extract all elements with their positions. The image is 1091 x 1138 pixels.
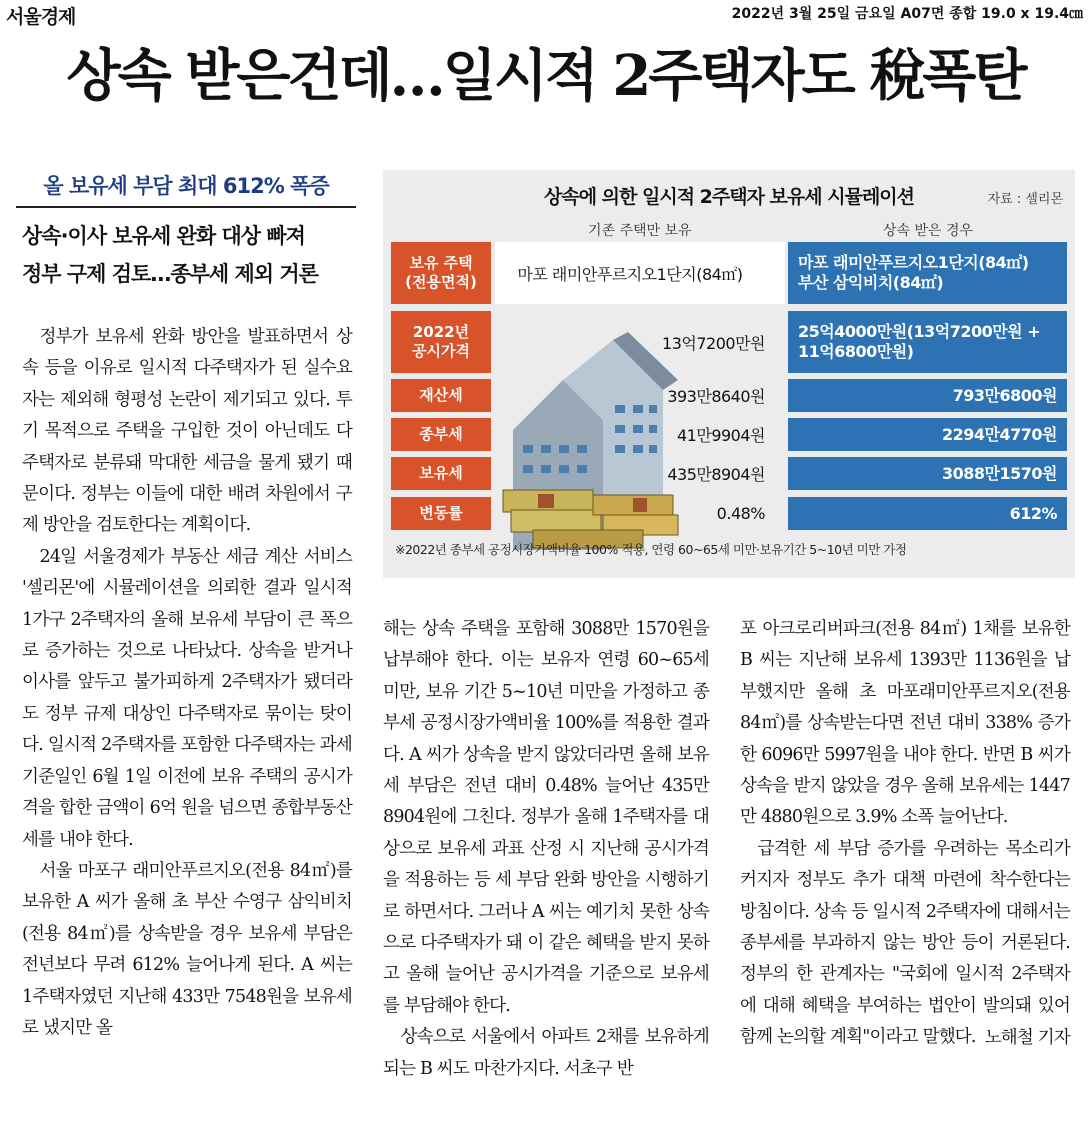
existing-holdings: 마포 래미안푸르지오1단지(84㎡) — [495, 242, 775, 304]
row-label-property-tax: 재산세 — [391, 379, 491, 412]
column-header-inherited: 상속 받은 경우 — [883, 223, 974, 239]
inherited-holding-tax: 3088만1570원 — [788, 457, 1067, 490]
headline: 상속 받은건데…일시적 2주택자도 稅폭탄 — [66, 43, 1025, 109]
paragraph: 상속으로 서울에서 아파트 2채를 보유하게 되는 B 씨도 마찬가지다. 서초구 반 — [383, 1027, 709, 1079]
infographic-title: 상속에 의한 일시적 2주택자 보유세 시뮬레이션 — [543, 186, 915, 208]
existing-property-tax: 393만8640원 — [667, 387, 765, 406]
row-label-change-rate: 변동률 — [391, 497, 491, 530]
row-label-comprehensive-tax: 종부세 — [391, 418, 491, 451]
subhead-divider — [16, 206, 356, 208]
row-label-holding-tax: 보유세 — [391, 457, 491, 490]
inherited-holdings: 마포 래미안푸르지오1단지(84㎡) 부산 삼익비치(84㎡) — [788, 242, 1067, 304]
infographic-source: 자료 : 셀리몬 — [987, 192, 1063, 207]
existing-official-price: 13억7200만원 — [662, 333, 765, 353]
existing-change-rate: 0.48% — [716, 504, 765, 523]
paragraph: 급격한 세 부담 증가를 우려하는 목소리가 커지자 정부도 추가 대책 마련에 착수한다는 방침이다. 상속 등 일시적 2주택자에 대해서는 종부세를 부과하지 않는 방안 등이 거론된다. 정부의 한 관계자는 "국회에 일시적 2주택자에 대해 혜택을 부여하는 법안이 발의돼 있어 함께 논의할 계획"이라고 말했다. — [740, 838, 1070, 1048]
column-header-existing: 기존 주택만 보유 — [588, 223, 692, 239]
subhead-line1: 상속·이사 보유세 완화 대상 빠져 — [22, 224, 305, 248]
paragraph: 24일 서울경제가 부동산 세금 계산 서비스 '셀리몬'에 시뮬레이션을 의뢰한 결과 일시적 1가구 2주택자의 올해 보유세 부담이 큰 폭으로 증가하는 것으로 나타났다. 상속을 받거나 이사를 앞두고 불가피하게 2주택자가 됐더라도 정부 규제 대상인 다주택자로 묶이는 탓이다. 일시적 2주택자를 포함한 다주택자는 과세 기준일인 6월 1일 이전에 보유 주택의 공시가격을 합한 금액이 6억 원을 넘으면 종합부동산세를 내야 한다. — [22, 546, 352, 850]
byline: 노해철 기자 — [984, 1027, 1070, 1048]
infographic — [383, 170, 1075, 578]
infographic-footnote: ※2022년 종부세 공정시장가액비율 100% 적용, 연령 60~65세 미만·보유기간 5~10년 미만 가정 — [395, 542, 907, 557]
row-label-holdings: 보유 주택 (전용면적) — [391, 242, 491, 304]
newspaper-masthead: 서울경제 — [6, 6, 76, 28]
paragraph: 포 아크로리버파크(전용 84㎡) 1채를 보유한 B 씨는 지난해 보유세 1393만 1136원을 납부했지만 올해 초 마포래미안푸르지오(전용 84㎡)를 상속받는다면 전년 대비 338% 증가한 6096만 5997원을 내야 한다. 반면 B 씨가 상속을 받지 않았을 경우 올해 보유세는 1447만 4880원으로 3.9% 소폭 늘어난다. — [740, 619, 1070, 828]
subhead-main: 올 보유세 부담 최대 612% 폭증 — [43, 174, 329, 198]
row-label-official-price: 2022년 공시가격 — [391, 311, 491, 373]
paragraph: 정부가 보유세 완화 방안을 발표하면서 상속 등을 이유로 일시적 다주택자가 된 실수요자는 제외해 형평성 논란이 제기되고 있다. 투기 목적으로 주택을 구입한 것이 아닌데도 다주택자로 분류돼 막대한 세금을 물게 됐기 때문이다. 정부는 이들에 대한 배려 차원에서 구제 방안을 검토한다는 계획이다. — [22, 327, 352, 536]
existing-holding-tax: 435만8904원 — [667, 465, 765, 484]
subhead-line2: 정부 구제 검토…종부세 제외 거론 — [22, 262, 318, 286]
paragraph: 서울 마포구 래미안푸르지오(전용 84㎡)를 보유한 A 씨가 올해 초 부산 수영구 삼익비치(전용 84㎡)를 상속받을 경우 보유세 부담은 전년보다 무려 612% 늘어나게 된다. A 씨는 1주택자였던 지난해 433만 7548원을 보유세로 냈지만 올 — [22, 860, 352, 1038]
article-column-3 — [740, 614, 1070, 1054]
inherited-change-rate: 612% — [788, 497, 1067, 530]
existing-comprehensive-tax: 41만9904원 — [677, 426, 765, 445]
dateline: 2022년 3월 25일 금요일 A07면 종합 19.0 x 19.4㎝ — [731, 6, 1083, 22]
paragraph: 해는 상속 주택을 포함해 3088만 1570원을 납부해야 한다. 이는 보유자 연령 60~65세 미만, 보유 기간 5~10년 미만을 가정하고 종부세 공정시장가액비율 100%를 적용한 결과다. A 씨가 상속을 받지 않았더라면 올해 보유세 부담은 전년 대비 0.48% 늘어난 435만 8904원에 그친다. 정부가 올해 1주택자를 대상으로 보유세 과표 산정 시 지난해 공시가격을 적용하는 등 세 부담 완화 방안을 시행하기로 하면서다. 그러나 A 씨는 예기치 못한 상속으로 다주택자가 돼 이 같은 혜택을 받지 못하고 올해 늘어난 공시가격을 기준으로 보유세를 부담해야 한다. — [383, 619, 709, 1016]
article-column-1 — [22, 322, 352, 1044]
inherited-property-tax: 793만6800원 — [788, 379, 1067, 412]
article-column-2 — [383, 614, 709, 1085]
inherited-comprehensive-tax: 2294만4770원 — [788, 418, 1067, 451]
inherited-official-price: 25억4000만원(13억7200만원 + 11억6800만원) — [788, 311, 1067, 373]
